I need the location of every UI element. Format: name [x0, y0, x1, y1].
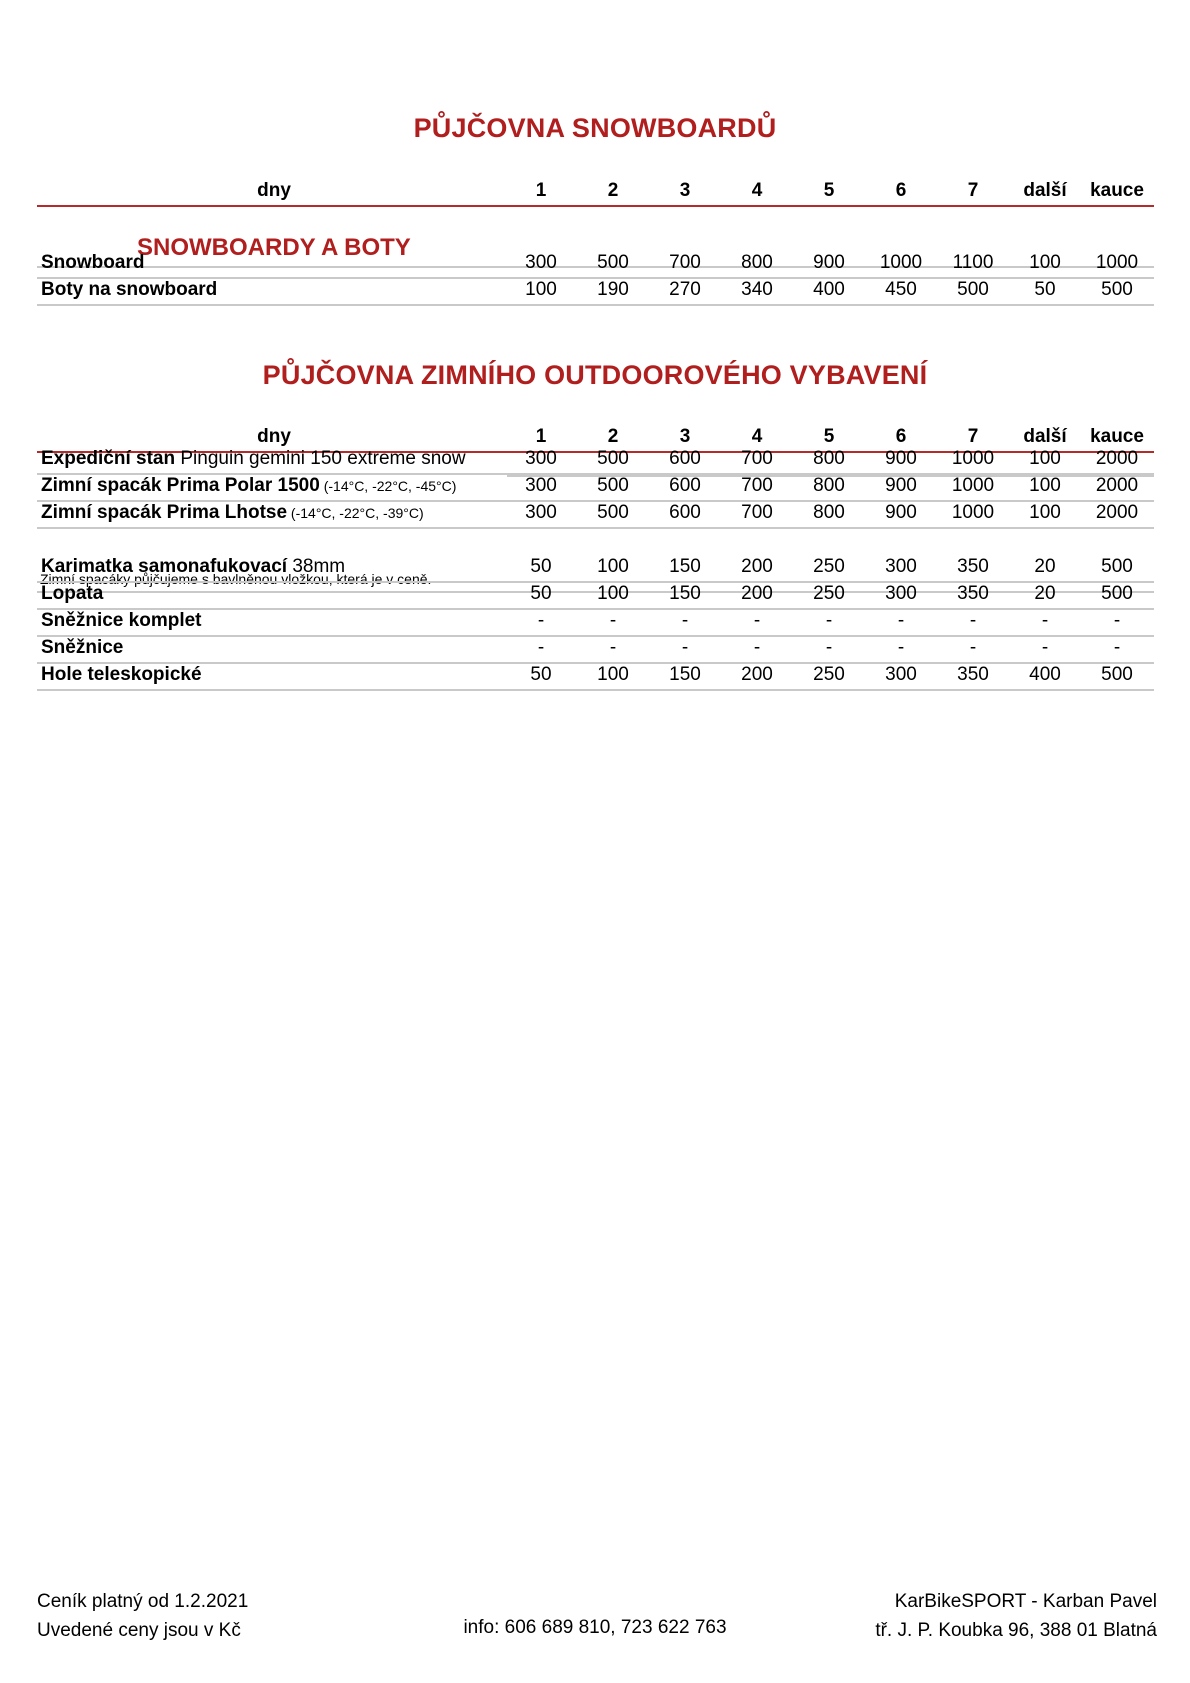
price-cell: 200 [741, 583, 773, 604]
price-cell: 100 [1029, 502, 1061, 523]
price-cell: 500 [597, 475, 629, 496]
price-cell: 500 [1101, 583, 1133, 604]
price-cell: - [609, 610, 617, 631]
price-cell: 1000 [951, 448, 995, 469]
price-cell: - [825, 610, 833, 631]
price-cell: 150 [669, 664, 701, 685]
item-name: Lopata [41, 583, 104, 604]
item-name: Zimní spacák Prima Lhotse [41, 502, 288, 523]
price-cell: 300 [885, 583, 917, 604]
footer-currency: Uvedené ceny jsou v Kč [37, 1620, 241, 1641]
price-cell: - [969, 610, 977, 631]
price-cell: 1000 [951, 475, 995, 496]
price-cell: 900 [885, 448, 917, 469]
price-cell: 500 [1101, 279, 1133, 300]
price-cell: 340 [741, 279, 773, 300]
item-label [41, 660, 202, 689]
item-label [41, 275, 217, 304]
price-cell: 100 [1029, 252, 1061, 273]
price-cell: - [969, 637, 977, 658]
price-cell: - [1113, 610, 1121, 631]
item-name: Karimatka samonafukovací [41, 556, 288, 577]
item-label [41, 444, 466, 473]
price-cell: 700 [741, 448, 773, 469]
price-cell: 50 [530, 664, 552, 685]
price-cell: 20 [1034, 583, 1056, 604]
price-cell: 350 [957, 664, 989, 685]
item-label [41, 552, 345, 581]
item-label [41, 471, 456, 500]
column-header: kauce [1090, 426, 1144, 447]
price-cell: 100 [597, 556, 629, 577]
price-cell: 900 [813, 252, 845, 273]
price-cell: 300 [885, 556, 917, 577]
price-cell: 350 [957, 556, 989, 577]
price-cell: 600 [669, 448, 701, 469]
price-cell: 100 [1029, 475, 1061, 496]
price-cell: 300 [525, 502, 557, 523]
price-cell: 270 [669, 279, 701, 300]
price-cell: 600 [669, 475, 701, 496]
price-cell: 500 [1101, 664, 1133, 685]
price-cell: - [681, 637, 689, 658]
column-header: 2 [607, 426, 619, 447]
price-cell: 190 [597, 279, 629, 300]
column-header: 6 [895, 180, 907, 201]
days-header: dny [257, 180, 291, 201]
price-cell: 300 [525, 448, 557, 469]
price-cell: 800 [813, 475, 845, 496]
price-cell: 250 [813, 583, 845, 604]
price-cell: 500 [597, 502, 629, 523]
item-detail: Pinguin gemini 150 extreme snow [175, 448, 466, 469]
price-cell: - [1041, 637, 1049, 658]
price-cell: 250 [813, 664, 845, 685]
price-cell: 250 [813, 556, 845, 577]
table-row [37, 275, 1154, 306]
price-cell: 100 [597, 664, 629, 685]
price-cell: 450 [885, 279, 917, 300]
column-header: 3 [679, 180, 691, 201]
column-header: 1 [535, 180, 547, 201]
item-name: Snowboard [41, 252, 145, 273]
table-header-1 [37, 176, 1154, 207]
item-name: Sněžnice [41, 637, 124, 658]
price-cell: 150 [669, 556, 701, 577]
footer-valid: Ceník platný od 1.2.2021 [37, 1591, 249, 1612]
price-cell: 900 [885, 502, 917, 523]
column-header: 7 [967, 180, 979, 201]
price-cell: 200 [741, 664, 773, 685]
column-header: 6 [895, 426, 907, 447]
price-cell: 50 [1034, 279, 1056, 300]
price-cell: 100 [1029, 448, 1061, 469]
price-cell: 900 [885, 475, 917, 496]
sleeping-bag-note: Zimní spacáky půjčujeme s bavlněnou vložkou, která je v ceně. [40, 571, 432, 587]
price-cell: - [537, 610, 545, 631]
price-cell: 800 [741, 252, 773, 273]
column-header: další [1023, 426, 1067, 447]
section-title-outdoor: PŮJČOVNA ZIMNÍHO OUTDOOROVÉHO VYBAVENÍ [262, 360, 928, 390]
price-cell: 800 [813, 502, 845, 523]
item-name: Zimní spacák Prima Polar 1500 [41, 475, 320, 496]
footer-info: info: 606 689 810, 723 622 763 [463, 1617, 727, 1638]
price-cell: 50 [530, 583, 552, 604]
subsection-title: SNOWBOARDY A BOTY [137, 234, 411, 261]
price-cell: 500 [957, 279, 989, 300]
price-cell: 150 [669, 583, 701, 604]
item-name: Sněžnice komplet [41, 610, 202, 631]
price-cell: 700 [741, 502, 773, 523]
price-cell: 500 [1101, 556, 1133, 577]
column-header: 1 [535, 426, 547, 447]
price-cell: 350 [957, 583, 989, 604]
column-header: 4 [751, 180, 763, 201]
item-label [41, 248, 144, 277]
column-header: 3 [679, 426, 691, 447]
column-header: 5 [823, 180, 835, 201]
price-cell: - [681, 610, 689, 631]
price-cell: 2000 [1095, 502, 1139, 523]
price-cell: 200 [741, 556, 773, 577]
price-cell: - [897, 637, 905, 658]
price-cell: 300 [525, 252, 557, 273]
price-cell: 50 [530, 556, 552, 577]
item-name: Boty na snowboard [41, 279, 218, 300]
price-cell: - [1113, 637, 1121, 658]
price-cell: - [753, 610, 761, 631]
price-cell: 1000 [879, 252, 923, 273]
column-header: 7 [967, 426, 979, 447]
item-name: Hole teleskopické [41, 664, 202, 685]
price-cell: 500 [597, 252, 629, 273]
item-label [41, 498, 424, 527]
price-cell: 2000 [1095, 448, 1139, 469]
price-cell: - [897, 610, 905, 631]
price-cell: 100 [525, 279, 557, 300]
column-header: kauce [1090, 180, 1144, 201]
price-cell: 500 [597, 448, 629, 469]
price-cell: - [825, 637, 833, 658]
item-label [41, 579, 103, 608]
column-header: 2 [607, 180, 619, 201]
price-cell: 400 [1029, 664, 1061, 685]
item-name: Expediční stan [41, 448, 176, 469]
item-label [41, 633, 123, 662]
price-cell: - [753, 637, 761, 658]
column-header: 4 [751, 426, 763, 447]
price-cell: 1000 [951, 502, 995, 523]
table-row [37, 498, 1154, 529]
item-label [41, 606, 202, 635]
price-cell: 800 [813, 448, 845, 469]
column-header: další [1023, 180, 1067, 201]
price-cell: - [1041, 610, 1049, 631]
price-cell: - [537, 637, 545, 658]
price-cell: 2000 [1095, 475, 1139, 496]
price-cell: 400 [813, 279, 845, 300]
item-temperature: (-14°C, -22°C, -45°C) [319, 478, 457, 494]
item-temperature: (-14°C, -22°C, -39°C) [287, 505, 424, 521]
item-detail: 38mm [287, 556, 346, 577]
price-cell: 100 [597, 583, 629, 604]
price-cell: 700 [741, 475, 773, 496]
price-cell: 700 [669, 252, 701, 273]
price-cell: 1100 [952, 252, 994, 273]
column-header: 5 [823, 426, 835, 447]
table-row [37, 660, 1154, 691]
price-cell: 600 [669, 502, 701, 523]
footer-company: KarBikeSPORT - Karban Pavel [894, 1591, 1157, 1612]
price-cell: 300 [525, 475, 557, 496]
days-header: dny [257, 426, 291, 447]
section-title-snowboards: PŮJČOVNA SNOWBOARDŮ [413, 113, 777, 143]
footer-address: tř. J. P. Koubka 96, 388 01 Blatná [875, 1620, 1157, 1641]
price-cell: - [609, 637, 617, 658]
price-cell: 300 [885, 664, 917, 685]
price-cell: 1000 [1095, 252, 1139, 273]
price-cell: 20 [1034, 556, 1056, 577]
